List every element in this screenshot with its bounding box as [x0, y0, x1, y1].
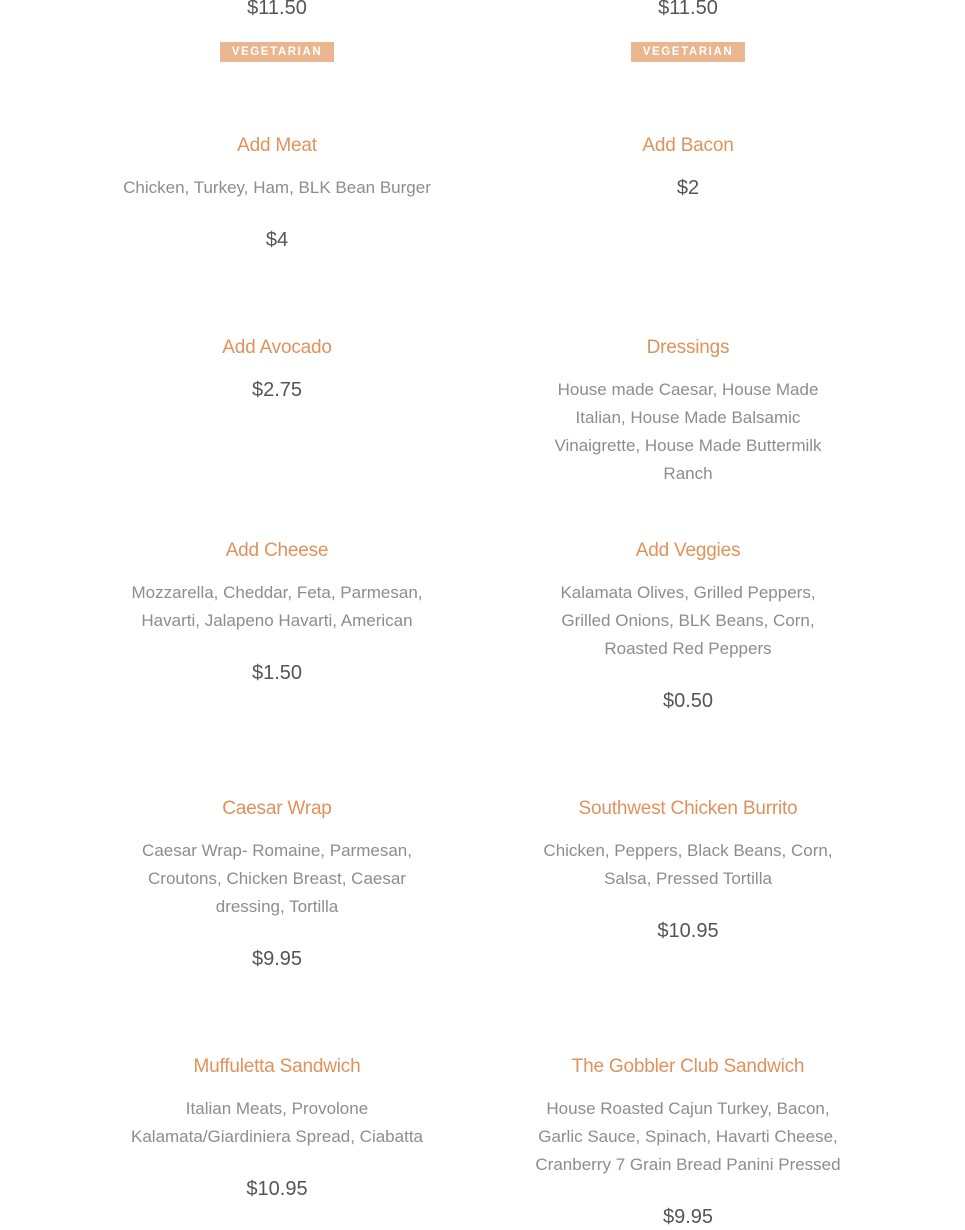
- item-price: $4: [265, 229, 289, 251]
- menu-item-caesar-wrap: [117, 796, 437, 972]
- item-description: Italian Meats, Provolone Kalamata/Giardiniera Spread, Ciabatta: [131, 1099, 423, 1146]
- item-name: Add Avocado: [222, 337, 332, 358]
- menu-item-add-bacon: [528, 133, 848, 201]
- item-price: $10.95: [657, 920, 719, 942]
- vegetarian-badge: VEGETARIAN: [220, 42, 335, 62]
- menu-item-muffuletta-sandwich: [117, 1054, 437, 1202]
- vegetarian-badge: VEGETARIAN: [631, 42, 746, 62]
- menu-item-add-meat: [117, 133, 437, 253]
- item-price: $9.95: [251, 948, 303, 970]
- menu-item-southwest-chicken-burrito: [528, 796, 848, 944]
- item-price: $11.50: [658, 0, 718, 19]
- item-description: Mozzarella, Cheddar, Feta, Parmesan, Havarti, Jalapeno Havarti, American: [131, 583, 423, 630]
- item-price: $2.75: [251, 379, 303, 401]
- item-name: The Gobbler Club Sandwich: [571, 1056, 805, 1077]
- item-name: Add Bacon: [642, 135, 734, 156]
- item-name: Southwest Chicken Burrito: [578, 798, 798, 819]
- item-name: Add Veggies: [635, 540, 741, 561]
- item-price: $1.50: [251, 662, 303, 684]
- item-price: $10.95: [246, 1178, 308, 1200]
- item-name: Add Meat: [237, 135, 317, 156]
- item-description: House Roasted Cajun Turkey, Bacon, Garlic Sauce, Spinach, Havarti Cheese, Cranberry 7 Grain Bread Panini Pressed: [535, 1099, 841, 1174]
- menu-item-gobbler-club-sandwich: [528, 1054, 848, 1230]
- item-price: $11.50: [247, 0, 307, 19]
- item-price: $9.95: [662, 1206, 714, 1228]
- item-price: $2: [676, 177, 700, 199]
- item-price: $0.50: [662, 690, 714, 712]
- menu-item-dressings: [528, 335, 848, 488]
- menu-item-top-left: [117, 0, 437, 62]
- menu-item-add-avocado: [117, 335, 437, 403]
- menu-item-top-right: [528, 0, 848, 62]
- menu-item-add-veggies: [528, 538, 848, 714]
- item-description: House made Caesar, House Made Italian, House Made Balsamic Vinaigrette, House Made Buttermilk Ranch: [554, 380, 822, 483]
- item-name: Caesar Wrap: [222, 798, 332, 819]
- item-description: Chicken, Peppers, Black Beans, Corn, Salsa, Pressed Tortilla: [543, 841, 833, 888]
- item-description: Kalamata Olives, Grilled Peppers, Grilled Onions, BLK Beans, Corn, Roasted Red Peppers: [560, 583, 816, 658]
- item-name: Muffuletta Sandwich: [193, 1056, 361, 1077]
- item-name: Add Cheese: [225, 540, 329, 561]
- item-description: Caesar Wrap- Romaine, Parmesan, Croutons, Chicken Breast, Caesar dressing, Tortilla: [142, 841, 412, 916]
- item-description: Chicken, Turkey, Ham, BLK Bean Burger: [123, 178, 431, 197]
- menu-item-add-cheese: [117, 538, 437, 686]
- item-name: Dressings: [646, 337, 730, 358]
